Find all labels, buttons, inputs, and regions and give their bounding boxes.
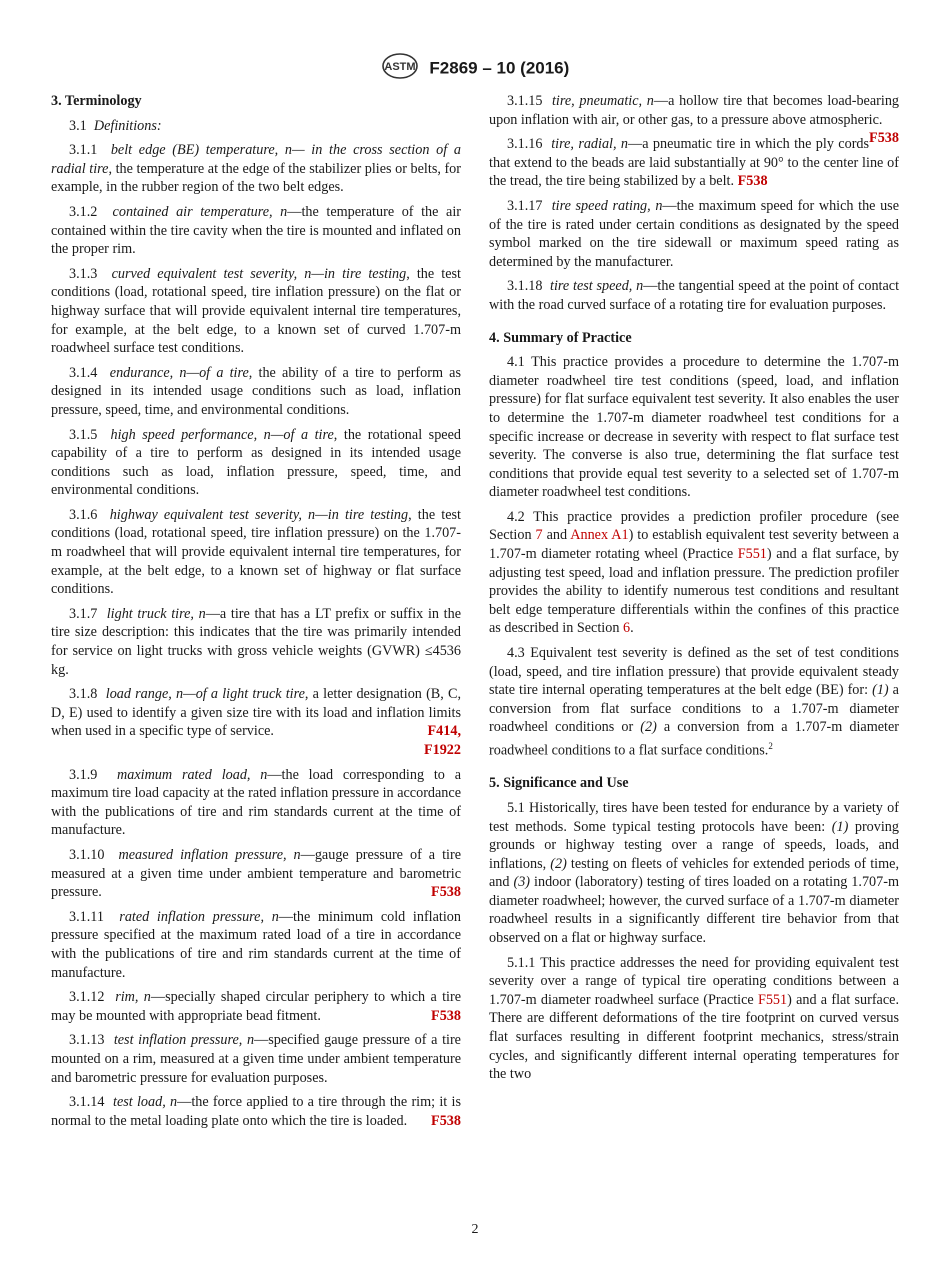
left-column — [51, 92, 461, 1136]
definition-3-1-16: 3.1.16 tire, radial, n—a pneumatic tire in which the ply cords that extend to the beads are laid substantially at 90° to the center line of the tread, the tire being stabilized by a belt. F538 — [489, 136, 899, 190]
para-4-3: 4.3 Equivalent test severity is defined as the set of test conditions (load, speed, and tire inflation pressure) that provide equivalent steady state tire internal operating temperatures at the belt edge (BE) for: (1) a conversion from flat surface conditions to a 1.707-m diameter roadwheel conditions or (2) a conversion from a 1.707-m diameter roadwheel conditions to a flat surface conditions.$^2$ — [489, 645, 899, 759]
svg-text:ASTM: ASTM — [384, 61, 416, 73]
section-4-heading: 4. Summary of Practice — [489, 329, 632, 346]
ref-f1922[interactable]: F1922 — [423, 742, 461, 758]
ref-f538[interactable]: F538 — [431, 1112, 461, 1129]
para-3-1: 3.1 Definitions: — [69, 117, 162, 134]
definition-3-1-1: 3.1.1 belt edge (BE) temperature, n— in the cross section of a radial tire, the temperature at the edge of the stabilizer plies or belts, for example, in the rubber region of the two belt edges. — [51, 142, 462, 196]
definition-3-1-11: 3.1.11 rated inflation pressure, n—the minimum cold inflation pressure specified at the maximum rated load of a tire in accordance with the publications of tire and rim standards current at the time of manufacture. — [51, 908, 461, 981]
footnote-2[interactable]: 2 — [768, 741, 773, 751]
ref-f538[interactable]: F538 — [431, 1007, 461, 1024]
ref-f538[interactable]: F538 — [737, 173, 768, 190]
standard-designation: F2869 – 10 (2016) — [429, 58, 570, 78]
definition-3-1-4: 3.1.4 endurance, n—of a tire, the ability of a tire to perform as designed in its intended usage conditions such as load, inflation pressure, speed, time, and environmental conditions. — [51, 364, 461, 418]
link-f551[interactable]: F551 — [757, 991, 788, 1008]
ref-f538[interactable]: F538 — [869, 130, 899, 147]
definition-3-1-6: 3.1.6 highway equivalent test severity, n—in tire testing, the test conditions (load, rotational speed, tire inflation pressure) on the 1.707-m roadwheel that will provide equivalent internal tire temperatures, for example, at the belt edge, to a known set of highway or flat surface conditions. — [51, 506, 461, 598]
definition-3-1-15: 3.1.15 tire, pneumatic, n—a hollow tire that becomes load-bearing upon inflation with air, or other gas, to a pressure above atmospheric. F538 — [489, 93, 900, 147]
link-annex-a1[interactable]: Annex A1 — [570, 527, 629, 544]
ref-f538[interactable]: F538 — [431, 884, 461, 901]
section-5-heading: 5. Significance and Use — [489, 775, 629, 792]
section-3-heading: 3. Terminology — [51, 93, 142, 109]
definition-3-1-8: 3.1.8 load range, n—of a light truck tire, a letter designation (B, C, D, E) used to identify a given size tire with its load and inflation limits when used in a specific type of service. F414, F1922 — [51, 686, 461, 758]
link-section-7[interactable]: 7 — [535, 527, 543, 544]
definition-3-1-9: 3.1.9 maximum rated load, n—the load corresponding to a maximum tire load capacity at the rated inflation pressure in accordance with the publications of tire and rim standards current at the time of manufacture. — [51, 766, 461, 839]
definition-3-1-13: 3.1.13 test inflation pressure, n—specified gauge pressure of a tire mounted on a rim, measured at a given time under ambient temperature and barometric pressure for evaluation purposes. — [51, 1032, 461, 1086]
definition-3-1-17: 3.1.17 tire speed rating, n—the maximum speed for which the use of the tire is rated under certain conditions as designated by the speed symbol marked on the tire sidewall or maximum speed rating as determined by the manufacturer. — [489, 197, 899, 270]
link-f551[interactable]: F551 — [737, 546, 767, 563]
link-section-6[interactable]: 6 — [622, 620, 631, 637]
ref-f414[interactable]: F414, — [427, 723, 461, 740]
page-number: 2 — [471, 1222, 479, 1237]
para-4-1: 4.1 This practice provides a procedure to determine the 1.707-m diameter roadwheel tire test conditions (speed, load, and inflation pressure) for flat surface equivalent test severity. It also enables the user to determine the 1.707-m diameter roadwheel test conditions for a specific increase or decrease in severity with respect to flat surface test severity. The converse is also true, determining the flat surface test conditions that provide equal test severity to a selected set of 1.707-m diameter roadwheel test conditions. — [489, 354, 899, 501]
definition-3-1-3: 3.1.3 curved equivalent test severity, n—in tire testing, the test conditions (load, rotational speed, tire inflation pressure) on the flat or highway surface that will provide equivalent internal tire temperatures, for example, at the belt edge, to a known set of curved 1.707-m roadwheel surface test conditions. — [51, 265, 461, 357]
definition-3-1-18: 3.1.18 tire test speed, n—the tangential speed at the point of contact with the road curved surface of a rotating tire for evaluation purposes. — [489, 278, 900, 313]
astm-logo-icon — [381, 52, 419, 85]
definition-3-1-12: 3.1.12 rim, n—specially shaped circular periphery to which a tire may be mounted with appropriate bead fitment. F538 — [51, 989, 461, 1024]
definition-3-1-10: 3.1.10 measured inflation pressure, n—gauge pressure of a tire measured at a given time under ambient temperature and barometric pressure. F538 — [51, 846, 461, 901]
para-4-2: 4.2 This practice provides a prediction profiler procedure (see Section 7 and Annex A1) to establish equivalent test severity between a 1.707-m diameter rotating wheel (Practice F551) and a flat surface, by adjusting test speed, load and inflation pressure. The prediction profiler provides the ability to identify numerous test conditions and resultant belt edge temperature differentials within the confines of this practice as described in Section 6. — [489, 508, 899, 637]
definition-3-1-14: 3.1.14 test load, n—the force applied to a tire through the rim; it is normal to the metal loading plate onto which the tire is loaded. F538 — [51, 1094, 461, 1129]
para-5-1: 5.1 Historically, tires have been tested for endurance by a variety of test methods. Some typical testing protocols have been: (1) proving grounds or highway testing over a range of speeds, loads, and inflations, (2) testing on fleets of vehicles for extended periods of time, and (3) indoor (laboratory) testing of tires loaded on a rotating 1.707-m diameter roadwheel; however, the curved surface of a 1.707-m diameter roadwheel results in a significantly different tire behavior from that observed on a flat or highway surface. — [489, 799, 899, 947]
definition-3-1-7: 3.1.7 light truck tire, n—a tire that has a LT prefix or suffix in the tire size description: this indicates that the tire was primarily intended for service on light trucks with gross vehicle weights (GVWR) ≤4536 kg. — [51, 605, 461, 678]
para-5-1-1: 5.1.1 This practice addresses the need for providing equivalent test severity over a range of typical tire operating conditions between a 1.707-m diameter roadwheel surface (Practice F551) and a flat surface. There are different deformations of the tire footprint on curved versus flat surfaces resulting in different footprint mechanics, stress/strain cycles, and significantly different internal operating temperatures for the two — [489, 954, 899, 1083]
definition-3-1-5: 3.1.5 high speed performance, n—of a tire, the rotational speed capability of a tire to perform as designed in its intended usage conditions such as load, inflation pressure, speed, time, and environmental conditions. — [51, 426, 461, 499]
definition-3-1-2: 3.1.2 contained air temperature, n—the temperature of the air contained within the tire cavity when the tire is mounted and inflated on the proper rim. — [51, 203, 461, 258]
right-column — [489, 92, 899, 1090]
page-header — [0, 52, 950, 85]
